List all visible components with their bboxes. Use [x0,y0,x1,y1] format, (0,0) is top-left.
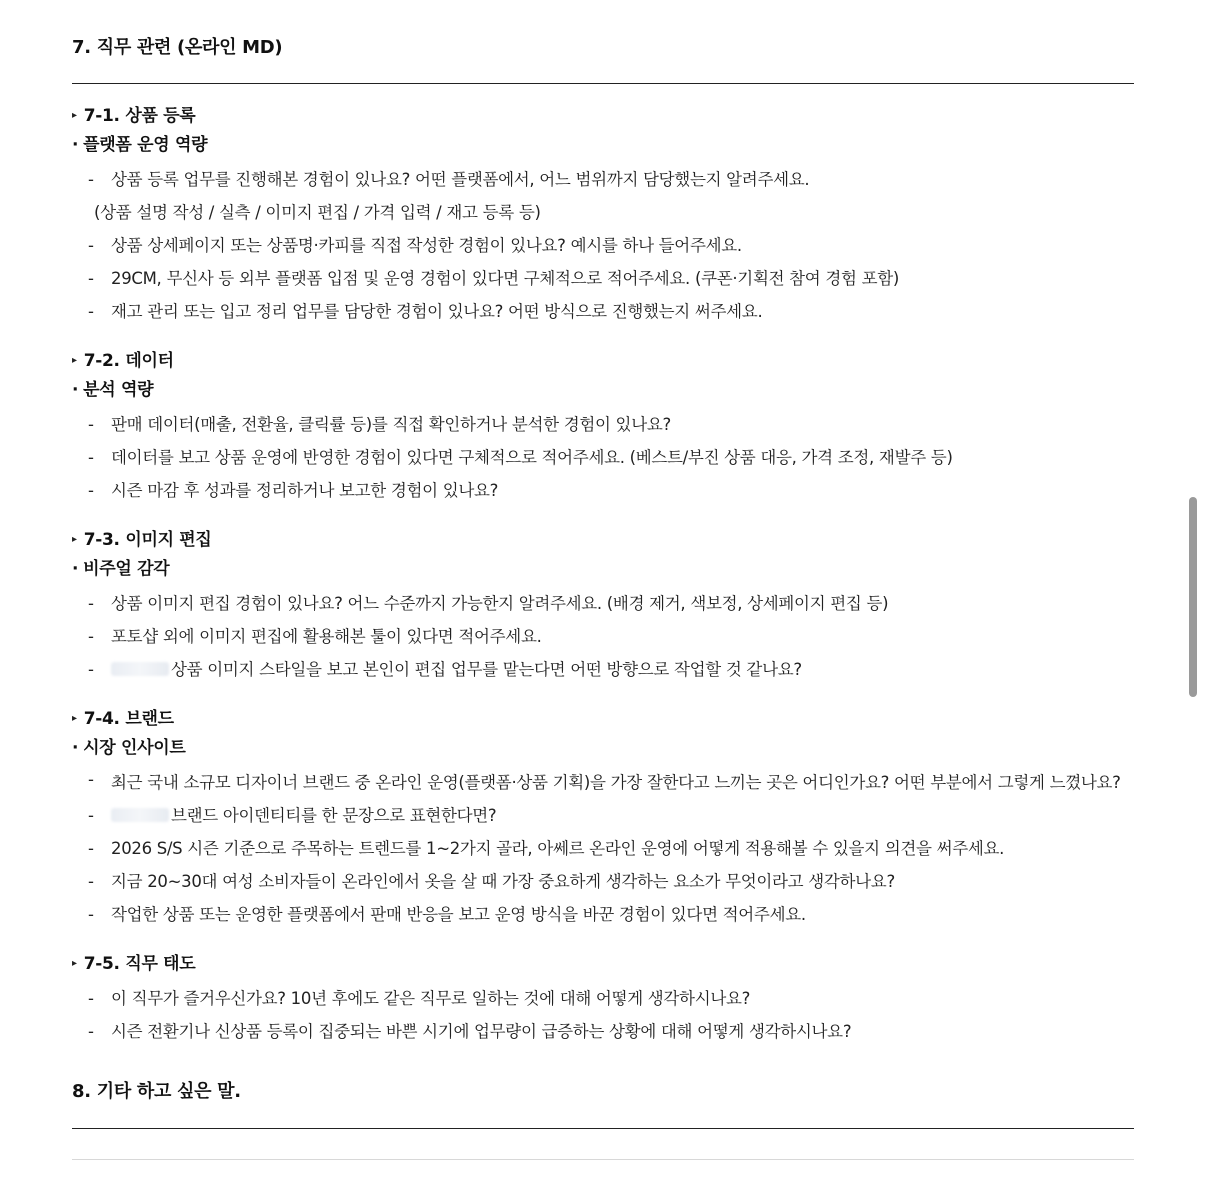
group-7-1-title [72,104,1134,128]
redacted-text [111,808,169,822]
bullet-icon: · [72,135,79,155]
group-title-text: 7-1. 상품 등록 [83,106,196,126]
group-7-4-title [72,707,1134,731]
list-item: - 브랜드 아이덴티티를 한 문장으로 표현한다면? [88,806,497,825]
list-item: - 상품 등록 업무를 진행해본 경험이 있나요? 어떤 플랫폼에서, 어느 범위까지 담당했는지 알려주세요. [88,170,810,189]
list-item: - 상품 이미지 편집 경험이 있나요? 어느 수준까지 가능한지 알려주세요. (배경 제거, 색보정, 상세페이지 편집 등) [88,594,889,613]
question-list [72,982,1134,1048]
bullet-icon: · [72,738,79,758]
group-7-1-subtitle: · 플랫폼 운영 역량 [72,135,208,155]
list-item: - 상품 상세페이지 또는 상품명·카피를 직접 작성한 경험이 있나요? 예시를 하나 들어주세요. [88,236,742,255]
group-7-4-subtitle: · 시장 인사이트 [72,738,186,758]
question-list [72,766,1134,931]
group-7-3 [72,528,1134,686]
list-item: - 시즌 마감 후 성과를 정리하거나 보고한 경험이 있나요? [88,481,499,500]
section-7-divider [72,83,1134,84]
triangle-icon: ▸ [72,110,77,121]
bottom-divider [72,1159,1134,1160]
group-title-text: 7-5. 직무 태도 [83,954,196,974]
list-item: - 데이터를 보고 상품 운영에 반영한 경험이 있다면 구체적으로 적어주세요. (베스트/부진 상품 대응, 가격 조정, 재발주 등) [88,448,953,467]
triangle-icon: ▸ [72,713,77,724]
bullet-icon: · [72,559,79,579]
list-item: - 판매 데이터(매출, 전환율, 클릭률 등)를 직접 확인하거나 분석한 경험이 있나요? [88,415,671,434]
list-item: - 지금 20~30대 여성 소비자들이 온라인에서 옷을 살 때 가장 중요하게 생각하는 요소가 무엇이라고 생각하나요? [88,872,895,891]
group-7-3-subtitle: · 비주얼 감각 [72,559,170,579]
group-title-text: 7-2. 데이터 [83,351,174,371]
question-list [72,408,1134,507]
list-item: - 상품 이미지 스타일을 보고 본인이 편집 업무를 맡는다면 어떤 방향으로 작업할 것 같나요? [88,660,802,679]
group-7-3-title [72,528,1134,552]
list-item: - 재고 관리 또는 입고 정리 업무를 담당한 경험이 있나요? 어떤 방식으로 진행했는지 써주세요. [88,302,763,321]
list-item: - 최근 국내 소규모 디자이너 브랜드 중 온라인 운영(플랫폼·상품 기획)을 가장 잘한다고 느끼는 곳은 어디인가요? 어떤 부분에서 그렇게 느꼈나요? [88,770,1121,792]
group-7-5 [72,952,1134,1048]
list-item: - 포토샵 외에 이미지 편집에 활용해본 툴이 있다면 적어주세요. [88,627,542,646]
triangle-icon: ▸ [72,958,77,969]
group-7-5-title [72,952,1134,976]
section-8-title: 8. 기타 하고 싶은 말. [72,1081,241,1102]
group-7-4 [72,707,1134,931]
list-item: - 29CM, 무신사 등 외부 플랫폼 입점 및 운영 경험이 있다면 구체적으로 적어주세요. (쿠폰·기획전 참여 경험 포함) [88,269,900,288]
list-item: (상품 설명 작성 / 실측 / 이미지 편집 / 가격 입력 / 재고 등록 등) [94,203,541,222]
bullet-icon: · [72,380,79,400]
triangle-icon: ▸ [72,534,77,545]
list-item: - 작업한 상품 또는 운영한 플랫폼에서 판매 반응을 보고 운영 방식을 바꾼 경험이 있다면 적어주세요. [88,905,806,924]
redacted-text [111,662,169,676]
group-7-2-title [72,349,1134,373]
document-page [72,0,1134,1160]
question-list [72,587,1134,686]
section-7-title: 7. 직무 관련 (온라인 MD) [72,37,283,58]
triangle-icon: ▸ [72,355,77,366]
group-7-2 [72,349,1134,507]
group-title-text: 7-4. 브랜드 [83,709,174,729]
list-item: - 이 직무가 즐거우신가요? 10년 후에도 같은 직무로 일하는 것에 대해 어떻게 생각하시나요? [88,989,751,1008]
group-7-2-subtitle: · 분석 역량 [72,380,154,400]
section-8-divider [72,1128,1134,1129]
question-list [72,163,1134,328]
list-item: - 2026 S/S 시즌 기준으로 주목하는 트렌드를 1~2가지 골라, 아쎄르 온라인 운영에 어떻게 적용해볼 수 있을지 의견을 써주세요. [88,839,1005,858]
list-item: - 시즌 전환기나 신상품 등록이 집중되는 바쁜 시기에 업무량이 급증하는 상황에 대해 어떻게 생각하시나요? [88,1022,852,1041]
vertical-scrollbar[interactable] [1189,497,1197,697]
group-7-1 [72,104,1134,328]
group-title-text: 7-3. 이미지 편집 [83,530,212,550]
